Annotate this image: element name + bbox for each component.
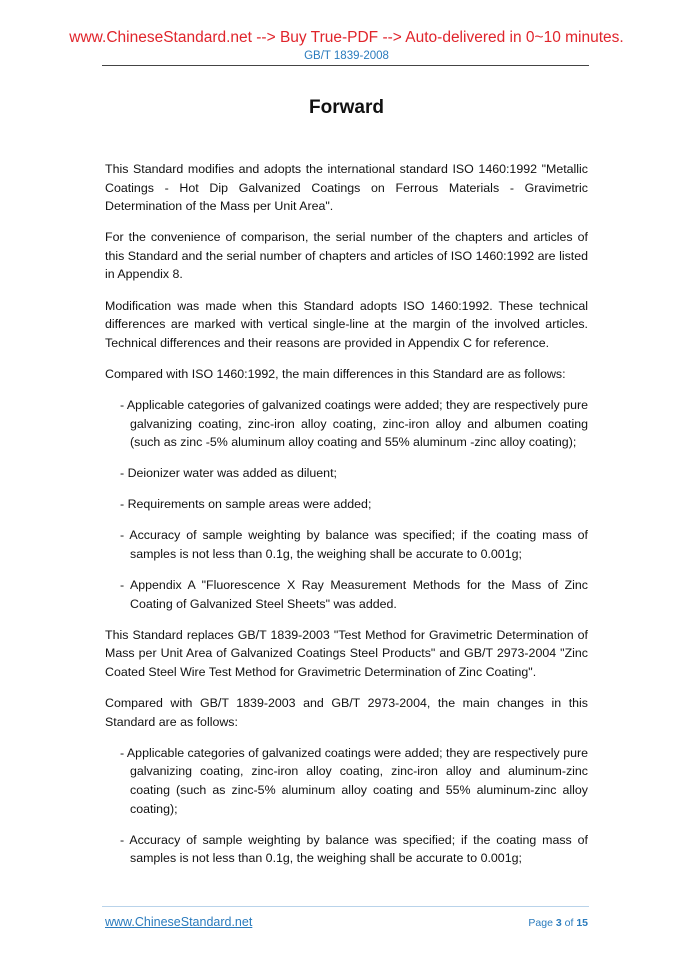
promo-banner[interactable]: www.ChineseStandard.net --> Buy True-PDF --> Auto-delivered in 0~10 minutes. [69,29,624,46]
paragraph: This Standard modifies and adopts the international standard ISO 1460:1992 "Metallic Coatings - Hot Dip Galvanized Coatings on Ferrous Materials - Gravimetric Determination of the Mass per Unit Area". [105,162,588,214]
page-total: 15 [576,917,588,929]
paragraph: For the convenience of comparison, the serial number of the chapters and articles of this Standard and the serial number of chapters and articles of ISO 1460:1992 are listed in Appendix 8. [105,230,588,282]
footer-divider [102,906,589,907]
list-item: - Appendix A "Fluorescence X Ray Measurement Methods for the Mass of Zinc Coating of Galvanized Steel Sheets" was added. [120,578,588,611]
list-item: - Accuracy of sample weighting by balance was specified; if the coating mass of samples is not less than 0.1g, the weighing shall be accurate to 0.001g; [120,832,588,866]
page-of: of [564,917,574,929]
paragraph: Compared with ISO 1460:1992, the main differences in this Standard are as follows: [105,366,566,381]
standard-code: GB/T 1839-2008 [304,50,389,62]
list-item: - Requirements on sample areas were added; [120,497,372,512]
list-item: - Accuracy of sample weighting by balance was specified; if the coating mass of samples is not less than 0.1g, the weighing shall be accurate to 0.001g; [120,528,588,561]
list-item: - Deionizer water was added as diluent; [120,466,337,481]
page-title: Forward [309,97,384,118]
page-current: 3 [555,917,562,929]
page-number [528,917,588,929]
paragraph: Modification was made when this Standard adopts ISO 1460:1992. These technical differences are marked with vertical single-line at the margin of the involved articles. Technical differences and their reasons are provided in Appendix C for reference. [105,298,588,350]
list-item: - Applicable categories of galvanized coatings were added; they are respectively pure galvanizing coating, zinc-iron alloy coating, zinc-iron alloy and albumen coating (such as zinc -5% aluminum alloy coating and 55% aluminum -zinc alloy coating); [120,397,588,450]
paragraph: This Standard replaces GB/T 1839-2003 "Test Method for Gravimetric Determination of Mass per Unit Area of Galvanized Coatings Steel Products" and GB/T 2973-2004 "Zinc Coated Steel Wire Test Method for Gravimetric Determination of Zinc Coating". [105,627,588,679]
footer-link[interactable]: www.ChineseStandard.net [105,915,253,929]
paragraph: Compared with GB/T 1839-2003 and GB/T 2973-2004, the main changes in this Standard are as follows: [105,696,588,729]
document-body [105,160,588,880]
header-divider [102,65,589,66]
page-prefix: Page [528,917,553,929]
list-item: - Applicable categories of galvanized coatings were added; they are respectively pure galvanizing coating, zinc-iron alloy coating, zinc-iron alloy and aluminum-zinc coating (such as zinc-5% aluminum alloy coating and 55% aluminum-zinc alloy coating); [120,745,588,816]
